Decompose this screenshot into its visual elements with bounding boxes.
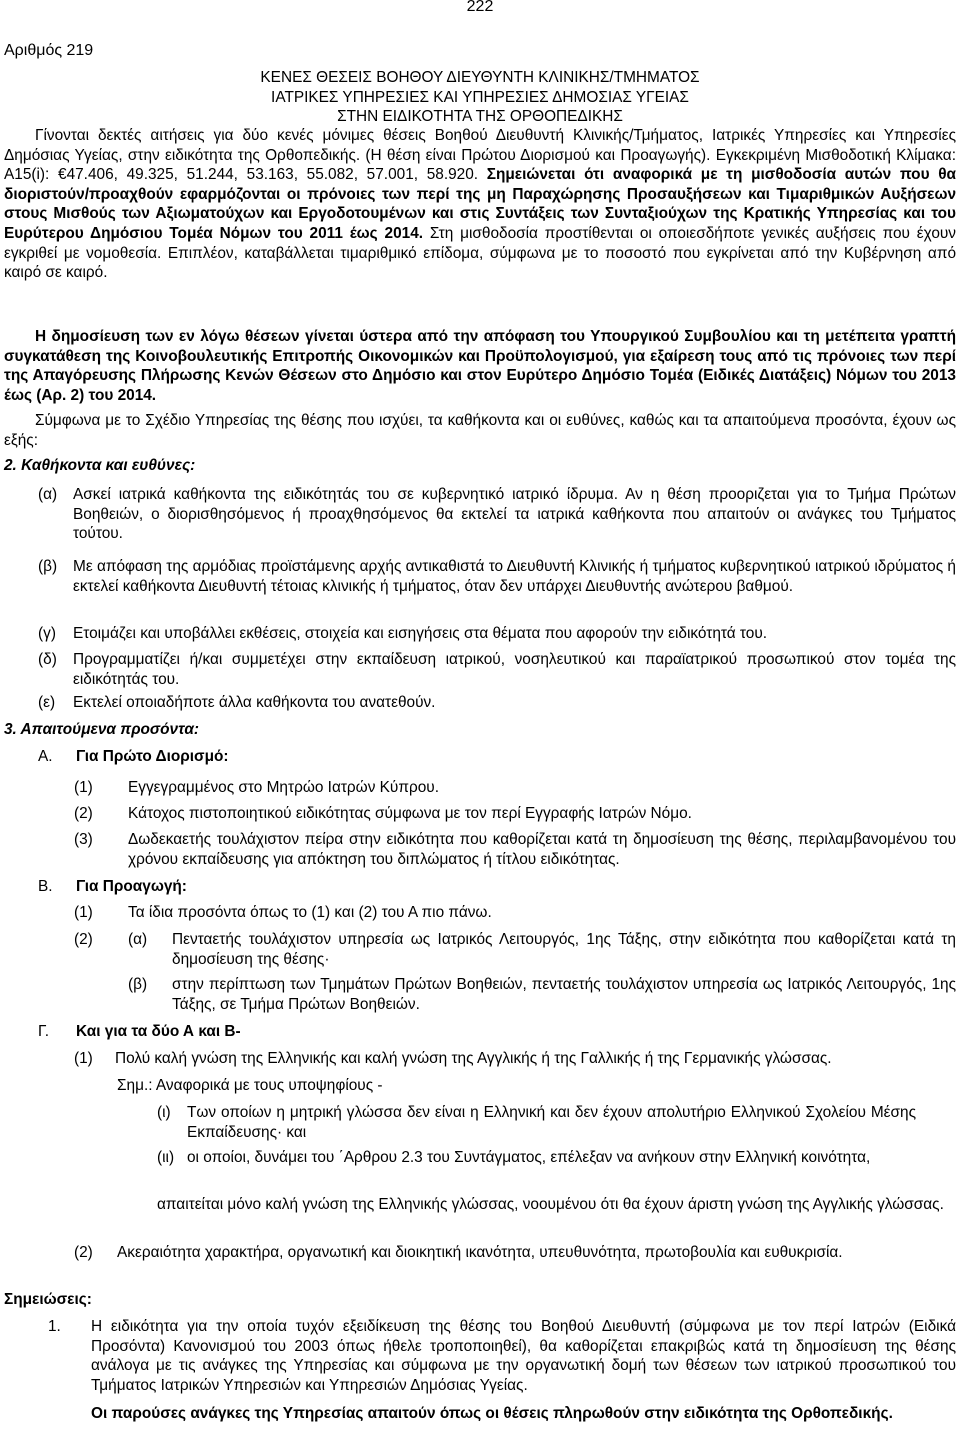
duties-title: 2. Καθήκοντα και ευθύνες: <box>4 457 196 474</box>
notes-title: Σημειώσεις: <box>4 1291 92 1308</box>
heading-line: ΚΕΝΕΣ ΘΕΣΕΙΣ ΒΟΗΘΟΥ ΔΙΕΥΘΥΝΤΗ ΚΛΙΝΙΚΗΣ/ΤΜΗΜΑΤΟΣ <box>260 69 700 86</box>
notice-number: Αριθμός 219 <box>4 42 94 59</box>
intro-paragraph: Γίνονται δεκτές αιτήσεις για δύο κενές μόνιμες θέσεις Βοηθού Διευθυντή Κλινικής/Τμήματος, Ιατρικές Υπηρεσίες και Υπηρεσίες Δημόσιας Υγείας, στην ειδικότητα της Ορθοπεδικής. (Η θέση είναι Πρώτου Διορισμού και Προαγωγής). Εγκεκριμένη Μισθοδοτική Κλίμακα: Α15(i): €47.406, 49.325, 51.244, 53.163, 55.082, 57.001, 58.920. Σημειώνεται ότι αναφορικά με τη μισθοδοσία αυτών που θα διοριστούν/προαχθούν εφαρμόζονται οι πρόνοιες των περί της μη Παραχώρησης Προσαυξήσεων και Τιμαριθμικών Αυξήσεων στους Μισθούς των Αξιωματούχων και Εργοδοτουμένων και στις Συντάξεις των Συνταξιούχων της Κρατικής Υπηρεσίας και του Ευρύτερου Δημόσιου Τομέα Νόμων του 2011 έως 2014. Στη μισθοδοσία προστίθενται οι οποιεσδήποτε γενικές αυξήσεις που έχουν εγκριθεί με νομοθεσία. Επιπλέον, καταβάλλεται τιμαριθμικό επίδομα, σύμφωνα με το ποσοστό που εγκρίνεται από την Κυβέρνηση από καιρό σε καιρό. <box>4 127 956 282</box>
scheme-paragraph: Σύμφωνα με το Σχέδιο Υπηρεσίας της θέσης που ισχύει, τα καθήκοντα και οι ευθύνες, καθώς και τα απαιτούμενα προσόντα, έχουν ως εξής: <box>4 412 956 449</box>
heading-line: ΙΑΤΡΙΚΕΣ ΥΠΗΡΕΣΙΕΣ ΚΑΙ ΥΠΗΡΕΣΙΕΣ ΔΗΜΟΣΙΑΣ ΥΓΕΙΑΣ <box>271 88 689 106</box>
page-number: 222 <box>466 0 494 15</box>
notice-heading <box>0 68 960 127</box>
qualifications-title: 3. Απαιτούμενα προσόντα: <box>4 721 200 738</box>
publication-paragraph: Η δημοσίευση των εν λόγω θέσεων γίνεται ύστερα από την απόφαση του Υπουργικού Συμβουλίου και τη μετέπειτα γραπτή συγκατάθεση της Κοινοβουλευτικής Επιτροπής Οικονομικών και Προϋπολογισμού, για εξαίρεση τους από τις πρόνοιες των περί της Απαγόρευσης Πλήρωσης Κενών Θέσεων στο Δημόσιο και στον Ευρύτερο Δημόσιο Τομέα (Ειδικές Διατάξεις) Νόμων του 2013 έως (Αρ. 2) του 2014. <box>4 328 956 404</box>
heading-line: ΣΤΗΝ ΕΙΔΙΚΟΤΗΤΑ ΤΗΣ ΟΡΘΟΠΕΔΙΚΗΣ <box>337 108 623 126</box>
